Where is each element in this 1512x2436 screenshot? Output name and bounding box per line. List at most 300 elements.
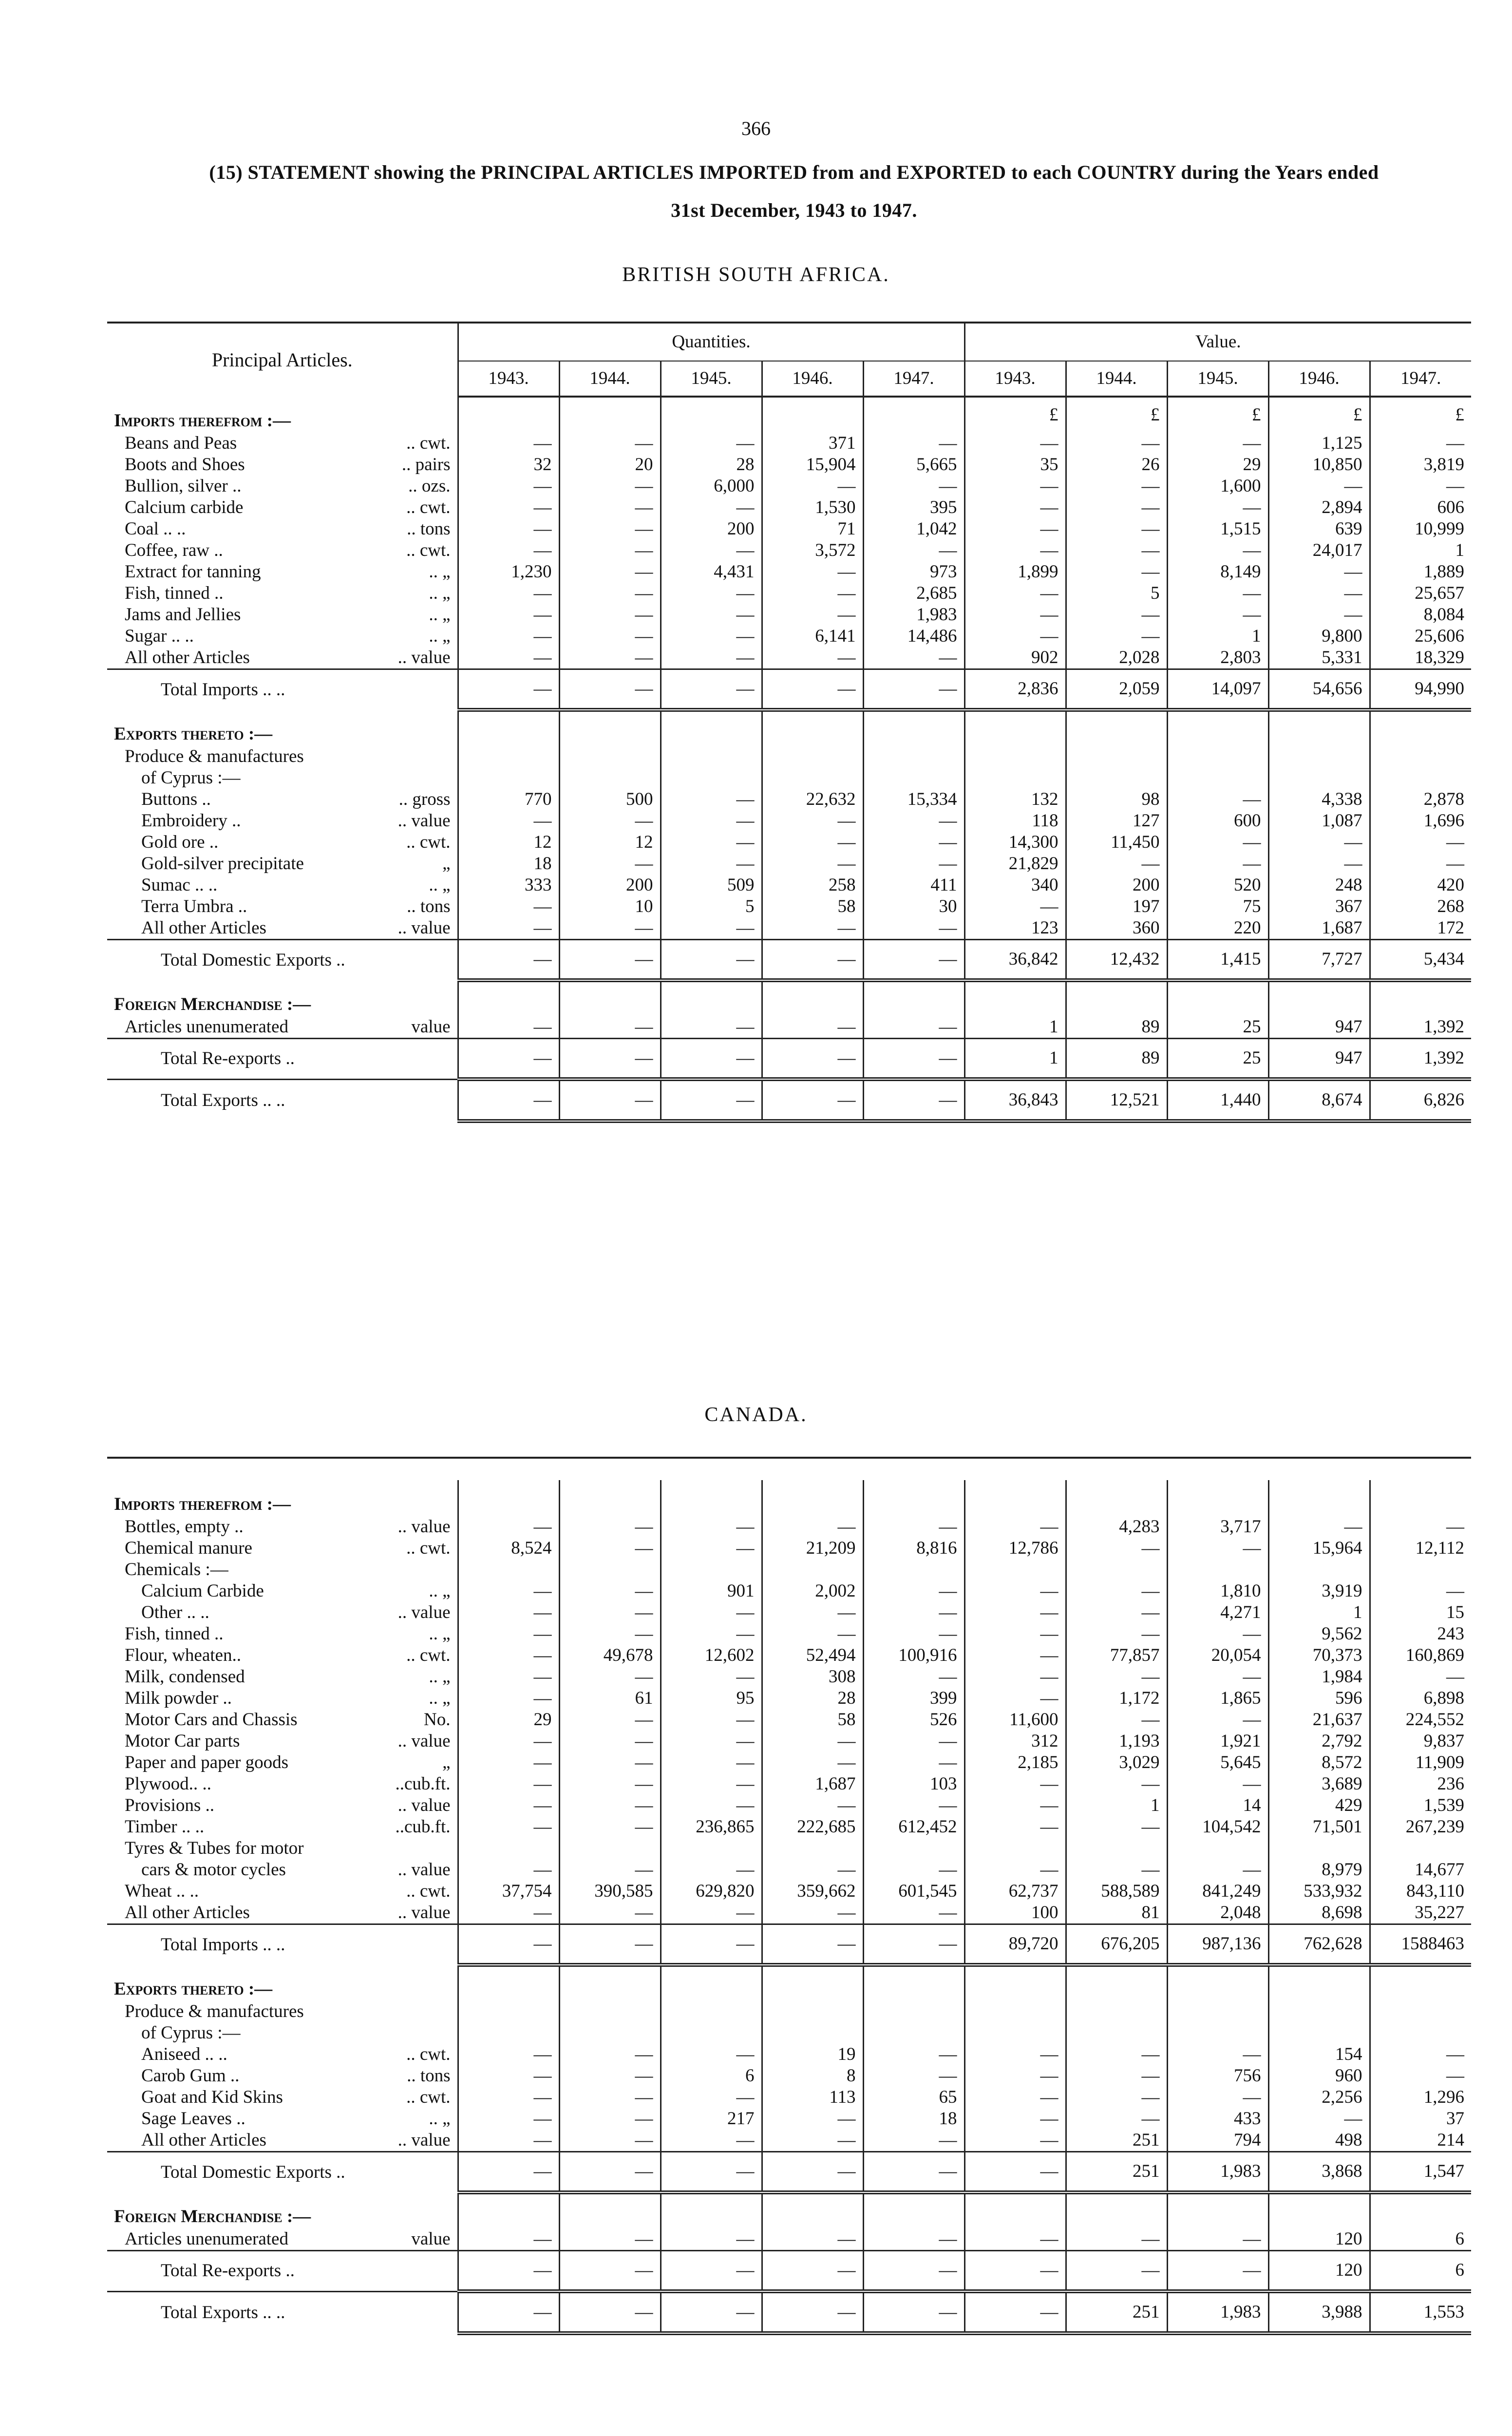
value-cell: 8,979 [1268,1859,1370,1881]
value-cell: 600 [1167,810,1268,832]
quantity-cell: — [458,2291,559,2333]
table-row [107,1559,1471,1580]
value-cell: — [1370,1516,1471,1538]
value-cell: 12,521 [1066,1079,1167,1121]
quantity-cell [559,710,661,746]
value-cell: — [1066,561,1167,583]
table-row [107,1016,1471,1039]
row-label: Total Re-exports .. [161,2261,295,2281]
quantity-cell [661,2022,762,2044]
year-header: 1944. [1066,361,1167,397]
quantity-cell: — [863,2044,964,2065]
value-cell: 197 [1066,896,1167,917]
quantity-cell: — [762,2251,863,2292]
value-cell: 1,440 [1167,1079,1268,1121]
total-row [107,1924,1471,1965]
value-cell: 267,239 [1370,1816,1471,1838]
value-cell: 251 [1066,2130,1167,2152]
value-cell: 3,988 [1268,2291,1370,2333]
row-label: Carob Gum .. [141,2066,240,2086]
row-label: Chemicals :— [125,1560,228,1580]
value-cell: 1,415 [1167,940,1268,981]
value-cell: 12,112 [1370,1538,1471,1559]
quantity-cell: 103 [863,1773,964,1795]
quantity-cell [661,397,762,433]
quantity-cell: — [559,518,661,540]
value-cell: 118 [964,810,1066,832]
row-label-cell [107,604,458,626]
row-label: Articles unenumerated [125,1017,288,1037]
value-cell: 762,628 [1268,1924,1370,1965]
quantity-cell: — [559,1580,661,1602]
table-row [107,1688,1471,1709]
quantity-cell: — [661,1773,762,1795]
value-cell: 3,689 [1268,1773,1370,1795]
value-cell: 2,185 [964,1752,1066,1773]
value-cell: 1,921 [1167,1731,1268,1752]
value-cell: 2,803 [1167,647,1268,669]
row-label-cell [107,1795,458,1816]
quantity-cell: — [661,433,762,454]
quantity-cell: 258 [762,875,863,896]
quantity-cell: — [661,626,762,647]
value-cell: 756 [1167,2065,1268,2087]
table-row [107,1666,1471,1688]
row-unit: .. value [397,1517,451,1537]
value-cell: 1,889 [1370,561,1471,583]
value-cell: 10,999 [1370,518,1471,540]
value-cell: 1,193 [1066,1731,1167,1752]
row-unit: .. gross [398,789,451,809]
row-label: Provisions .. [125,1795,215,1815]
value-cell: 1,553 [1370,2291,1471,2333]
quantity-cell: — [458,1016,559,1039]
value-cell: 1,696 [1370,810,1471,832]
row-label: Gold-silver precipitate [141,854,304,874]
table-row [107,767,1471,789]
value-cell: 5 [1066,583,1167,604]
row-label: Chemical manure [125,1538,252,1558]
value-cell: 29 [1167,454,1268,476]
quantity-cell: 10 [559,896,661,917]
row-unit: .. value [397,647,451,667]
value-cell: 11,600 [964,1709,1066,1731]
quantity-cell: — [762,1623,863,1645]
row-unit: „ [442,854,451,874]
value-cell: — [1066,1709,1167,1731]
value-cell: — [1066,433,1167,454]
quantity-cell: — [863,1623,964,1645]
table-row [107,626,1471,647]
quantity-cell: — [559,1079,661,1121]
value-cell: 21,637 [1268,1709,1370,1731]
row-unit: .. pairs [401,455,451,475]
table-row [107,746,1471,767]
value-cell: 2,836 [964,669,1066,710]
quantity-cell: — [559,1538,661,1559]
quantity-cell: 8,816 [863,1538,964,1559]
value-cell [1066,2022,1167,2044]
quantity-cell: — [559,540,661,561]
quantity-cell: — [661,647,762,669]
quantity-cell: — [458,626,559,647]
value-cell: 420 [1370,875,1471,896]
quantity-cell: — [661,1623,762,1645]
value-cell: 5,645 [1167,1752,1268,1773]
quantity-cell: — [661,789,762,810]
value-cell: 1,392 [1370,1016,1471,1039]
row-label-cell [107,980,458,1016]
row-label: of Cyprus :— [141,768,241,788]
value-cell: 9,800 [1268,626,1370,647]
quantity-cell: — [458,1645,559,1666]
quantity-cell [863,1559,964,1580]
row-label-cell [107,1816,458,1838]
value-cell [1370,980,1471,1016]
table-row [107,1902,1471,1924]
row-label-cell [107,1602,458,1623]
quantity-cell [458,710,559,746]
row-label: Bottles, empty .. [125,1517,244,1537]
value-cell: — [1066,1773,1167,1795]
total-row [107,1039,1471,1080]
value-cell: 433 [1167,2108,1268,2130]
quantity-cell: — [458,433,559,454]
quantity-cell: 18 [458,853,559,875]
table-row [107,583,1471,604]
quantity-cell: 509 [661,875,762,896]
value-cell: 132 [964,789,1066,810]
quantity-cell: 20 [559,454,661,476]
row-unit: .. tons [407,2066,451,2086]
value-cell: 243 [1370,1623,1471,1645]
quantity-cell: — [559,1859,661,1881]
table-row [107,518,1471,540]
row-label-cell [107,2251,458,2292]
row-label-cell [107,1773,458,1795]
value-cell: 6 [1370,2228,1471,2251]
quantity-cell: — [559,1516,661,1538]
quantity-cell: — [559,1039,661,1080]
quantity-cell [661,746,762,767]
row-label: Aniseed .. .. [141,2044,227,2064]
quantity-cell: — [863,647,964,669]
row-label: Fish, tinned .. [125,583,224,603]
value-cell: 596 [1268,1688,1370,1709]
quantity-cell: — [863,2228,964,2251]
value-cell: 6 [1370,2251,1471,2292]
value-cell: — [1370,1580,1471,1602]
year-header: 1947. [1370,361,1471,397]
year-header: 1945. [661,361,762,397]
value-cell: — [1167,2228,1268,2251]
section-heading-row [107,2192,1471,2228]
value-cell: — [1066,1623,1167,1645]
value-cell: 62,737 [964,1881,1066,1902]
row-unit: .. cwt. [406,497,451,517]
value-cell: 37 [1370,2108,1471,2130]
value-cell: — [1066,518,1167,540]
table-row [107,1881,1471,1902]
value-cell: — [1370,433,1471,454]
quantity-cell: — [458,1731,559,1752]
value-cell: 340 [964,875,1066,896]
value-cell: — [1167,2087,1268,2108]
quantity-cell: — [559,561,661,583]
value-cell: 89 [1066,1016,1167,1039]
quantity-cell: — [559,810,661,832]
value-cell: — [964,1580,1066,1602]
row-label: Beans and Peas [125,433,237,453]
row-label: Gold ore .. [141,832,219,852]
quantity-cell: — [458,497,559,518]
row-label-cell [107,1079,458,1121]
value-cell: 15 [1370,1602,1471,1623]
quantity-cell: — [458,2228,559,2251]
quantity-cell: 526 [863,1709,964,1731]
row-unit: .. „ [429,875,451,895]
row-label-cell [107,917,458,940]
section-heading-row [107,1965,1471,2001]
value-cell [1370,1838,1471,1859]
quantity-cell: — [762,2108,863,2130]
value-cell: — [964,583,1066,604]
quantity-cell: — [762,583,863,604]
table-row [107,1838,1471,1859]
value-cell: — [1066,1602,1167,1623]
quantity-cell: — [863,1016,964,1039]
table-row [107,1580,1471,1602]
value-cell [1268,1838,1370,1859]
quantity-cell: — [458,583,559,604]
quantity-cell [762,2001,863,2022]
row-label-cell [107,2152,458,2193]
table-row [107,853,1471,875]
value-cell: 12,786 [964,1538,1066,1559]
value-cell [964,2022,1066,2044]
value-cell [1066,710,1167,746]
row-label: Total Exports .. .. [161,1090,285,1110]
row-label: All other Articles [125,647,250,667]
value-cell: — [1167,1538,1268,1559]
row-label-cell [107,832,458,853]
quantity-cell: 1,983 [863,604,964,626]
quantity-cell: 6,000 [661,476,762,497]
table-row [107,561,1471,583]
value-cell: — [1167,2044,1268,2065]
value-cell: 360 [1066,917,1167,940]
quantity-cell: 3,572 [762,540,863,561]
table-row [107,647,1471,669]
value-cell: 14,097 [1167,669,1268,710]
value-cell [964,1838,1066,1859]
row-label: Total Imports .. .. [161,1935,285,1955]
quantity-cell: — [559,1902,661,1924]
value-cell: — [964,2152,1066,2193]
table-row [107,2108,1471,2130]
row-label: Other .. .. [141,1602,209,1622]
quantity-cell: — [661,2291,762,2333]
value-cell [1370,2001,1471,2022]
quantity-cell [559,1965,661,2001]
value-cell: 2,792 [1268,1731,1370,1752]
quantity-cell: — [458,2152,559,2193]
quantity-cell [559,1480,661,1516]
value-cell: — [1066,497,1167,518]
value-cell: 2,048 [1167,1902,1268,1924]
quantity-cell: — [458,1773,559,1795]
table-row [107,476,1471,497]
value-cell: 1588463 [1370,1924,1471,1965]
quantity-cell: — [458,1516,559,1538]
page-number: 366 [741,117,771,139]
value-cell: 251 [1066,2291,1167,2333]
quantity-cell: 612,452 [863,1816,964,1838]
value-cell: — [964,1602,1066,1623]
quantity-cell [762,397,863,433]
row-label-cell [107,1881,458,1902]
value-cell: 9,837 [1370,1731,1471,1752]
quantity-cell [661,1965,762,2001]
row-label-cell [107,2001,458,2022]
quantity-cell: — [863,669,964,710]
quantity-cell: — [762,476,863,497]
value-cell: 429 [1268,1795,1370,1816]
row-label-cell [107,1039,458,1080]
value-cell: 11,450 [1066,832,1167,853]
quantity-cell: — [762,832,863,853]
row-unit: .. value [397,811,451,831]
quantity-cell: 4,431 [661,561,762,583]
value-cell: — [964,2228,1066,2251]
row-label: Total Exports .. .. [161,2302,285,2322]
value-cell: 8,084 [1370,604,1471,626]
value-cell: — [1167,789,1268,810]
quantity-cell [661,1838,762,1859]
quantity-cell: 601,545 [863,1881,964,1902]
row-label-cell [107,940,458,981]
table-row [107,917,1471,940]
value-cell [964,746,1066,767]
value-cell: — [1066,604,1167,626]
quantity-cell: — [458,476,559,497]
value-cell: 127 [1066,810,1167,832]
value-cell: 1 [1167,626,1268,647]
value-cell: — [1167,1773,1268,1795]
row-label-cell [107,1516,458,1538]
value-cell: 3,029 [1066,1752,1167,1773]
value-cell [1268,1480,1370,1516]
value-cell: — [1066,540,1167,561]
section-heading-row [107,1480,1471,1516]
quantity-cell: — [661,1016,762,1039]
quantity-cell: — [661,497,762,518]
quantity-cell: — [559,2291,661,2333]
quantity-cell: 236,865 [661,1816,762,1838]
value-cell: 794 [1167,2130,1268,2152]
row-label-cell [107,896,458,917]
row-label-cell [107,2228,458,2251]
quantity-cell [559,2192,661,2228]
value-cell: — [964,1688,1066,1709]
value-cell: — [1066,476,1167,497]
row-label: Exports thereto :— [114,1979,273,1999]
quantity-cell: — [458,2251,559,2292]
value-cell [1066,980,1167,1016]
quantity-cell: 629,820 [661,1881,762,1902]
quantity-cell: — [863,810,964,832]
section-heading-row [107,397,1471,433]
quantity-cell [762,2192,863,2228]
quantity-cell: — [863,433,964,454]
quantity-cell [458,1480,559,1516]
value-cell: — [964,1859,1066,1881]
row-unit: .. „ [429,605,451,625]
value-cell [1268,1559,1370,1580]
value-cell [1167,1480,1268,1516]
value-cell: — [964,1623,1066,1645]
quantity-cell: — [458,518,559,540]
quantity-cell: 6 [661,2065,762,2087]
quantity-cell: — [661,604,762,626]
quantity-cell: — [559,647,661,669]
quantity-cell: — [458,1580,559,1602]
quantity-cell [661,1480,762,1516]
value-cell: 8,674 [1268,1079,1370,1121]
value-cell: £ [1370,397,1471,433]
row-label-cell [107,1838,458,1859]
value-cell: 35,227 [1370,1902,1471,1924]
quantity-cell: — [863,1795,964,1816]
quantity-cell: — [559,2152,661,2193]
value-cell: 71,501 [1268,1816,1370,1838]
quantity-cell: 28 [661,454,762,476]
value-cell [1370,1480,1471,1516]
quantity-cell: — [762,1079,863,1121]
quantity-cell [661,710,762,746]
quantity-cell: — [559,1924,661,1965]
value-cell [1268,746,1370,767]
quantity-cell: — [661,583,762,604]
table-row [107,2087,1471,2108]
quantity-cell [762,980,863,1016]
total-row [107,669,1471,710]
quantity-cell: 770 [458,789,559,810]
quantity-cell: — [559,2130,661,2152]
row-label-cell [107,875,458,896]
quantity-cell: 19 [762,2044,863,2065]
value-cell: 1,810 [1167,1580,1268,1602]
quantity-cell: 1,230 [458,561,559,583]
value-cell: 5,331 [1268,647,1370,669]
quantity-cell [762,767,863,789]
year-header: 1947. [863,361,964,397]
value-cell: 902 [964,647,1066,669]
quantity-cell [559,1559,661,1580]
value-cell: 960 [1268,2065,1370,2087]
quantity-cell: — [863,2291,964,2333]
quantity-cell: 37,754 [458,1881,559,1902]
value-cell [1167,1838,1268,1859]
row-label-cell [107,853,458,875]
value-cell: 1,087 [1268,810,1370,832]
year-header: 1945. [1167,361,1268,397]
total-row [107,2251,1471,2292]
quantity-cell: 58 [762,896,863,917]
quantity-cell: — [559,497,661,518]
value-cell [1066,1965,1167,2001]
quantity-cell [458,767,559,789]
